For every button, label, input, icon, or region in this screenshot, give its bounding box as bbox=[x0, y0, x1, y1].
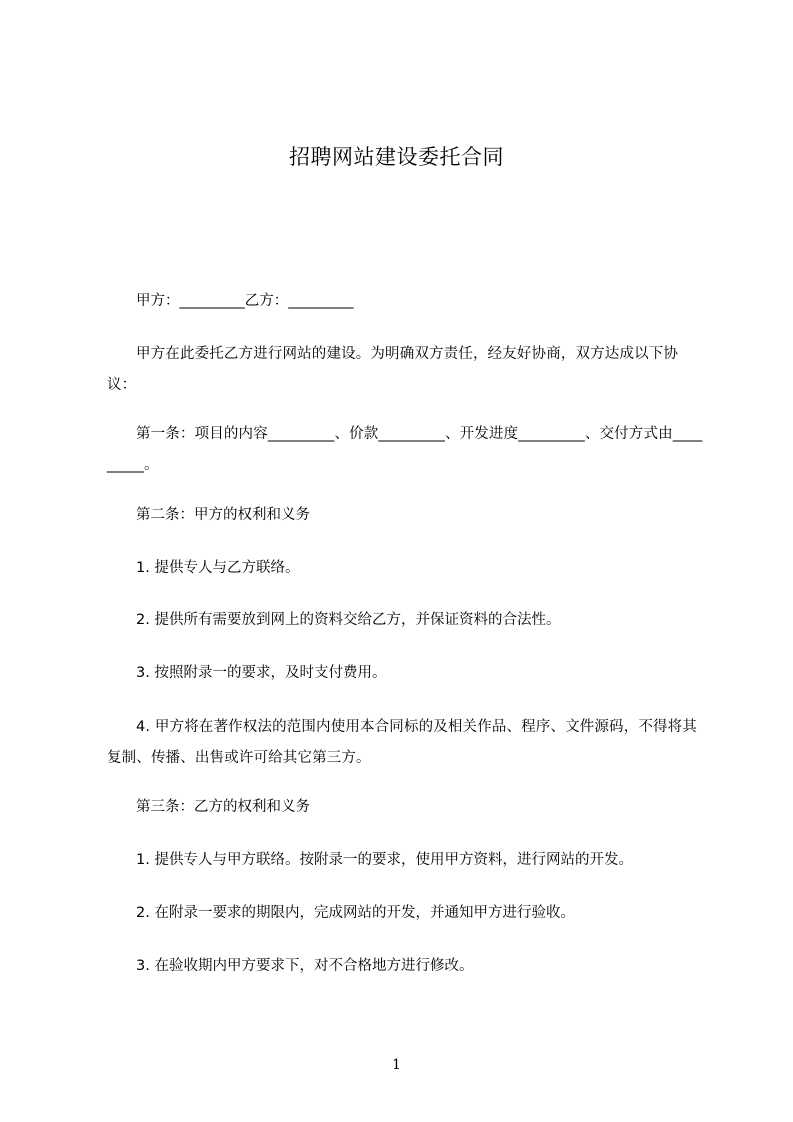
article-2-item-1: 1. 提供专人与乙方联络。 bbox=[136, 560, 300, 576]
article-3-item-2: 2. 在附录一要求的期限内，完成网站的开发，并通知甲方进行验收。 bbox=[136, 905, 575, 921]
article-2-heading: 第二条：甲方的权利和义务 bbox=[136, 507, 310, 523]
article-2-item-2: 2. 提供所有需要放到网上的资料交给乙方，并保证资料的合法性。 bbox=[136, 612, 561, 628]
article-2-item-3: 3. 按照附录一的要求，及时支付费用。 bbox=[136, 665, 387, 681]
article-1-paragraph: 第一条：项目的内容_________、价款_________、开发进度_________、交付方式由_________。 bbox=[107, 426, 703, 473]
article-3-item-3: 3. 在验收期内甲方要求下，对不合格地方进行修改。 bbox=[136, 958, 474, 974]
page-number: 1 bbox=[392, 1057, 401, 1073]
article-3-heading: 第三条：乙方的权利和义务 bbox=[136, 799, 310, 815]
parties-line: 甲方：_________乙方：_________ bbox=[136, 293, 354, 309]
document-title: 招聘网站建设委托合同 bbox=[289, 145, 504, 169]
article-3-item-1: 1. 提供专人与甲方联络。按附录一的要求，使用甲方资料，进行网站的开发。 bbox=[136, 852, 633, 868]
article-2-item-4: 4. 甲方将在著作权法的范围内使用本合同标的及相关作品、程序、文件源码，不得将其复制、传播、出售或许可给其它第三方。 bbox=[107, 719, 697, 766]
intro-paragraph: 甲方在此委托乙方进行网站的建设。为明确双方责任，经友好协商，双方达成以下协议： bbox=[107, 346, 679, 393]
